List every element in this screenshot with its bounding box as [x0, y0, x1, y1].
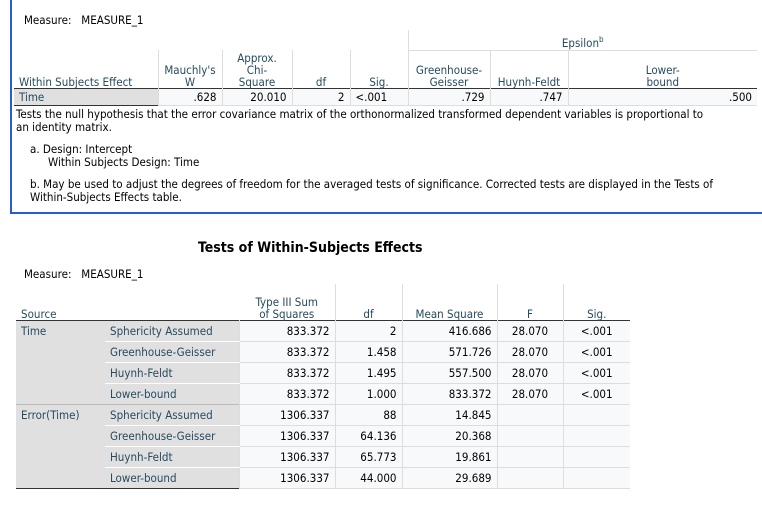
table-cell: 571.726 [402, 341, 497, 362]
table-cell: 64.136 [335, 425, 402, 446]
source-label [16, 467, 105, 488]
table-cell: 14.845 [402, 404, 497, 425]
table-cell: 1306.337 [239, 446, 335, 467]
table-cell: 833.372 [239, 362, 335, 383]
correction-label: Lower-bound [105, 467, 239, 488]
table-cell: .500 [568, 88, 757, 105]
table-cell [563, 467, 630, 488]
table-cell: 28.070 [497, 320, 563, 341]
column-header: Within Subjects Effect [19, 74, 133, 89]
table-cell [497, 404, 563, 425]
mauchly-table [14, 30, 757, 106]
table-cell: 557.500 [402, 362, 497, 383]
table-row [16, 446, 630, 467]
column-header: df [292, 50, 350, 88]
table-cell [497, 467, 563, 488]
table-row [16, 320, 630, 341]
table-cell: 416.686 [402, 320, 497, 341]
table-cell: 833.372 [239, 341, 335, 362]
table-cell: 1306.337 [239, 404, 335, 425]
source-label: Time [16, 320, 105, 341]
table-cell: 1.495 [335, 362, 402, 383]
measure-value: MEASURE_1 [81, 13, 144, 27]
table-cell [563, 425, 630, 446]
mauchly-note: Tests the null hypothesis that the error covariance matrix of the orthonormalized transformed dependent variables is proportional to an identity matrix. [16, 107, 704, 134]
measure-label: Measure: [24, 13, 72, 27]
table-row [16, 425, 630, 446]
correction-label: Greenhouse-Geisser [105, 425, 239, 446]
table-cell: 833.372 [239, 320, 335, 341]
table-cell: 20.010 [222, 88, 292, 105]
column-header: Sig. [563, 284, 630, 320]
table-row [16, 467, 630, 488]
column-header: Approx. Chi- Square [222, 50, 292, 88]
correction-label: Huynh-Feldt [105, 362, 239, 383]
measure-value: MEASURE_1 [81, 267, 144, 281]
table-cell [497, 446, 563, 467]
effects-table [16, 284, 630, 489]
table-cell: .747 [490, 88, 568, 105]
effects-measure [24, 267, 143, 281]
column-header: Type III Sum of Squares [255, 294, 318, 321]
table-cell: <.001 [350, 88, 408, 105]
table-cell [563, 404, 630, 425]
column-header: Mean Square [402, 284, 497, 320]
table-row [16, 404, 630, 425]
effects-title: Tests of Within-Subjects Effects [198, 240, 423, 256]
table-cell: 28.070 [497, 341, 563, 362]
table-cell [497, 425, 563, 446]
table-cell: 28.070 [497, 383, 563, 404]
footnote-a-design: Within Subjects Design: Time [48, 155, 200, 169]
table-cell: 2 [292, 88, 350, 105]
footnote-a: a. Design: Intercept [30, 142, 133, 156]
source-label: Error(Time) [16, 404, 105, 425]
table-cell: 1.458 [335, 341, 402, 362]
table-cell: <.001 [563, 362, 630, 383]
table-row [16, 341, 630, 362]
source-label [16, 362, 105, 383]
table-cell: 2 [335, 320, 402, 341]
mauchly-measure [24, 13, 143, 27]
source-label [16, 446, 105, 467]
table-cell: 833.372 [402, 383, 497, 404]
table-row [16, 362, 630, 383]
table-cell: 1.000 [335, 383, 402, 404]
correction-label: Huynh-Feldt [105, 446, 239, 467]
correction-label: Sphericity Assumed [105, 320, 239, 341]
table-cell: 44.000 [335, 467, 402, 488]
correction-label: Lower-bound [105, 383, 239, 404]
table-cell: 19.861 [402, 446, 497, 467]
column-header: Sig. [350, 50, 408, 88]
column-header: Lower- bound [568, 50, 757, 88]
column-header: Mauchly's W [158, 50, 222, 88]
table-cell: 20.368 [402, 425, 497, 446]
table-cell: 28.070 [497, 362, 563, 383]
column-header: Huynh-Feldt [490, 50, 568, 88]
footnote-b: b. May be used to adjust the degrees of freedom for the averaged tests of significance. Corrected tests are displayed in the Tests of Within-Subjects Effects table. [30, 177, 714, 204]
table-cell: 29.689 [402, 467, 497, 488]
source-label [16, 341, 105, 362]
table-cell: 1306.337 [239, 467, 335, 488]
source-label [16, 425, 105, 446]
table-cell: <.001 [563, 341, 630, 362]
table-cell [563, 446, 630, 467]
table-cell: 833.372 [239, 383, 335, 404]
table-cell: 88 [335, 404, 402, 425]
table-row [16, 383, 630, 404]
table-cell: .729 [408, 88, 490, 105]
source-label [16, 383, 105, 404]
table-cell: <.001 [563, 320, 630, 341]
column-header: Source [21, 306, 57, 321]
table-cell: <.001 [563, 383, 630, 404]
column-header: F [497, 284, 563, 320]
measure-label: Measure: [24, 267, 72, 281]
table-cell: 1306.337 [239, 425, 335, 446]
column-header: Greenhouse- Geisser [408, 50, 490, 88]
epsilon-header: Epsilon$^b$ [408, 30, 757, 50]
correction-label: Sphericity Assumed [105, 404, 239, 425]
column-header: df [335, 284, 402, 320]
row-label: Time [14, 88, 158, 105]
table-cell: 65.773 [335, 446, 402, 467]
correction-label: Greenhouse-Geisser [105, 341, 239, 362]
table-cell: .628 [158, 88, 222, 105]
